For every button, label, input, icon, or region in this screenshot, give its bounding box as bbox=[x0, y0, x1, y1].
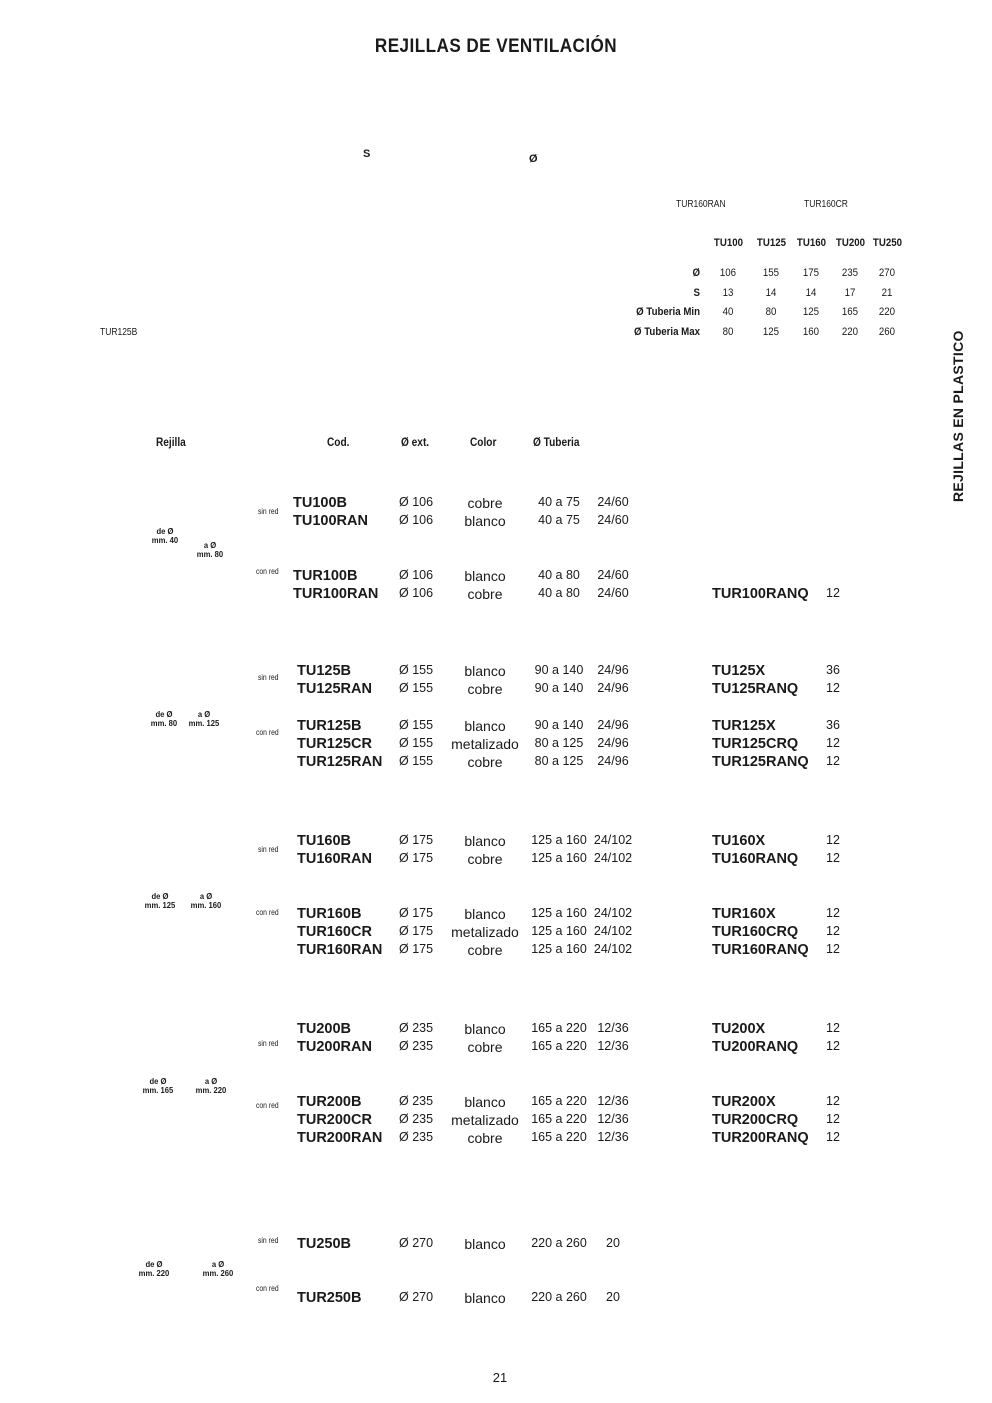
range-from: de Ø mm. 80 bbox=[150, 709, 178, 728]
range-to: a Ø mm. 160 bbox=[190, 891, 222, 910]
product-pack: 24/96 bbox=[597, 663, 629, 677]
product-tuberia: 220 a 260 bbox=[531, 1236, 587, 1250]
product-code: TUR125CR bbox=[297, 736, 372, 752]
product-color: blanco bbox=[464, 906, 506, 922]
sin-red-label: sin red bbox=[258, 1039, 279, 1048]
spec-row-label: S bbox=[693, 287, 700, 299]
spec-cell: 13 bbox=[722, 287, 734, 299]
product-pack: 24/60 bbox=[597, 513, 629, 527]
product-code: TUR100B bbox=[293, 568, 358, 584]
product-pack: 20 bbox=[606, 1236, 620, 1250]
product-ext: Ø 155 bbox=[399, 681, 434, 695]
page-number: 21 bbox=[492, 1370, 508, 1385]
range-from: de Ø mm. 165 bbox=[142, 1076, 174, 1095]
spec-cell: 235 bbox=[841, 267, 859, 279]
product-tuberia: 40 a 80 bbox=[538, 568, 580, 582]
product-alt-code: TU125RANQ bbox=[712, 681, 799, 697]
product-alt-code: TUR200X bbox=[712, 1094, 776, 1110]
product-qty: 36 bbox=[826, 663, 840, 677]
spec-cell: 80 bbox=[722, 326, 734, 338]
product-ext: Ø 106 bbox=[399, 495, 434, 509]
product-tuberia: 165 a 220 bbox=[531, 1112, 587, 1126]
con-red-label: con red bbox=[256, 908, 279, 917]
side-label-text: REJILLAS EN PLASTICO bbox=[950, 330, 966, 502]
diagram-diameter-label: Ø bbox=[529, 153, 538, 165]
product-pack: 24/96 bbox=[597, 736, 629, 750]
product-code: TU200B bbox=[297, 1021, 351, 1037]
product-ext: Ø 175 bbox=[399, 942, 434, 956]
spec-cell: 125 bbox=[762, 326, 780, 338]
sin-red-label: sin red bbox=[258, 845, 279, 854]
product-color: metalizado bbox=[451, 924, 519, 940]
page-title: REJILLAS DE VENTILACIÓN bbox=[374, 36, 618, 57]
product-qty: 12 bbox=[826, 1112, 840, 1126]
product-pack: 24/102 bbox=[593, 833, 633, 847]
product-color: cobre bbox=[467, 942, 503, 958]
product-qty: 12 bbox=[826, 1039, 840, 1053]
product-pack: 24/102 bbox=[593, 924, 633, 938]
product-code: TUR125B bbox=[297, 718, 362, 734]
product-color: blanco bbox=[464, 718, 506, 734]
spec-header: TU100 bbox=[713, 237, 743, 249]
product-alt-code: TU160RANQ bbox=[712, 851, 799, 867]
product-code: TUR160RAN bbox=[297, 942, 383, 958]
product-pack: 12/36 bbox=[597, 1039, 629, 1053]
product-alt-code: TU200RANQ bbox=[712, 1039, 799, 1055]
photo-label-tur160cr: TUR160CR bbox=[804, 199, 848, 210]
product-tuberia: 125 a 160 bbox=[531, 924, 587, 938]
product-alt-code: TUR125X bbox=[712, 718, 776, 734]
sin-red-label: sin red bbox=[258, 673, 279, 682]
photo-label-tur125b: TUR125B bbox=[100, 327, 138, 338]
spec-cell: 155 bbox=[762, 267, 780, 279]
product-code: TU160RAN bbox=[297, 851, 372, 867]
product-tuberia: 90 a 140 bbox=[534, 663, 584, 677]
product-color: cobre bbox=[467, 754, 503, 770]
product-pack: 24/102 bbox=[593, 942, 633, 956]
product-ext: Ø 175 bbox=[399, 833, 434, 847]
product-alt-code: TUR200CRQ bbox=[712, 1112, 799, 1128]
product-tuberia: 90 a 140 bbox=[534, 718, 584, 732]
product-qty: 12 bbox=[826, 736, 840, 750]
product-qty: 12 bbox=[826, 851, 840, 865]
product-color: blanco bbox=[464, 513, 506, 529]
product-code: TUR100RAN bbox=[293, 586, 379, 602]
product-color: blanco bbox=[464, 1236, 506, 1252]
product-color: cobre bbox=[467, 1039, 503, 1055]
product-qty: 12 bbox=[826, 754, 840, 768]
product-qty: 12 bbox=[826, 1021, 840, 1035]
header-tuberia: Ø Tuberia bbox=[533, 437, 580, 449]
product-tuberia: 90 a 140 bbox=[534, 681, 584, 695]
product-code: TU200RAN bbox=[297, 1039, 372, 1055]
product-pack: 24/60 bbox=[597, 568, 629, 582]
product-color: cobre bbox=[467, 681, 503, 697]
product-tuberia: 125 a 160 bbox=[531, 906, 587, 920]
diagram-s-label: S bbox=[363, 148, 371, 160]
product-code: TUR125RAN bbox=[297, 754, 383, 770]
product-color: cobre bbox=[467, 495, 503, 511]
product-alt-code: TU200X bbox=[712, 1021, 766, 1037]
product-code: TUR160CR bbox=[297, 924, 372, 940]
spec-cell: 80 bbox=[765, 306, 777, 318]
sin-red-label: sin red bbox=[258, 507, 279, 516]
product-ext: Ø 155 bbox=[399, 754, 434, 768]
con-red-label: con red bbox=[256, 728, 279, 737]
range-to: a Ø mm. 260 bbox=[202, 1259, 234, 1278]
product-alt-code: TU160X bbox=[712, 833, 766, 849]
product-code: TU125B bbox=[297, 663, 351, 679]
product-ext: Ø 235 bbox=[399, 1021, 434, 1035]
product-ext: Ø 106 bbox=[399, 568, 434, 582]
spec-cell: 125 bbox=[802, 306, 820, 318]
product-code: TUR250B bbox=[297, 1290, 362, 1306]
product-ext: Ø 175 bbox=[399, 851, 434, 865]
product-pack: 24/60 bbox=[597, 495, 629, 509]
product-tuberia: 125 a 160 bbox=[531, 942, 587, 956]
product-alt-code: TUR200RANQ bbox=[712, 1130, 809, 1146]
product-pack: 24/102 bbox=[593, 851, 633, 865]
product-pack: 24/96 bbox=[597, 754, 629, 768]
range-from: de Ø mm. 125 bbox=[144, 891, 176, 910]
product-tuberia: 165 a 220 bbox=[531, 1094, 587, 1108]
spec-cell: 40 bbox=[722, 306, 734, 318]
product-pack: 24/60 bbox=[597, 586, 629, 600]
product-qty: 12 bbox=[826, 906, 840, 920]
product-code: TUR200B bbox=[297, 1094, 362, 1110]
product-code: TU250B bbox=[297, 1236, 351, 1252]
con-red-label: con red bbox=[256, 567, 279, 576]
product-color: metalizado bbox=[451, 736, 519, 752]
spec-cell: 260 bbox=[878, 326, 896, 338]
range-from: de Ø mm. 220 bbox=[138, 1259, 170, 1278]
spec-header: TU160 bbox=[796, 237, 826, 249]
con-red-label: con red bbox=[256, 1101, 279, 1110]
product-qty: 12 bbox=[826, 1094, 840, 1108]
product-alt-code: TUR125CRQ bbox=[712, 736, 799, 752]
spec-row-label: Ø Tuberia Max bbox=[634, 326, 700, 338]
product-qty: 12 bbox=[826, 1130, 840, 1144]
photo-label-tur160ran: TUR160RAN bbox=[676, 199, 726, 210]
spec-header: TU250 bbox=[872, 237, 902, 249]
product-ext: Ø 155 bbox=[399, 736, 434, 750]
header-color: Color bbox=[470, 437, 497, 449]
spec-cell: 14 bbox=[805, 287, 817, 299]
header-ext: Ø ext. bbox=[401, 437, 430, 449]
product-ext: Ø 175 bbox=[399, 906, 434, 920]
product-tuberia: 165 a 220 bbox=[531, 1021, 587, 1035]
spec-cell: 175 bbox=[802, 267, 820, 279]
product-tuberia: 80 a 125 bbox=[534, 754, 584, 768]
product-code: TUR200CR bbox=[297, 1112, 372, 1128]
product-pack: 12/36 bbox=[597, 1094, 629, 1108]
product-qty: 12 bbox=[826, 586, 840, 600]
product-color: cobre bbox=[467, 851, 503, 867]
product-pack: 12/36 bbox=[597, 1112, 629, 1126]
product-pack: 24/102 bbox=[593, 906, 633, 920]
product-ext: Ø 270 bbox=[399, 1290, 434, 1304]
product-ext: Ø 155 bbox=[399, 718, 434, 732]
product-ext: Ø 235 bbox=[399, 1039, 434, 1053]
product-qty: 12 bbox=[826, 924, 840, 938]
spec-cell: 220 bbox=[841, 326, 859, 338]
product-code: TU100B bbox=[293, 495, 347, 511]
product-color: metalizado bbox=[451, 1112, 519, 1128]
product-color: blanco bbox=[464, 1290, 506, 1306]
product-code: TUR200RAN bbox=[297, 1130, 383, 1146]
product-color: blanco bbox=[464, 568, 506, 584]
product-qty: 12 bbox=[826, 681, 840, 695]
product-color: cobre bbox=[467, 586, 503, 602]
product-qty: 12 bbox=[826, 942, 840, 956]
product-tuberia: 165 a 220 bbox=[531, 1130, 587, 1144]
product-alt-code: TUR160X bbox=[712, 906, 776, 922]
product-ext: Ø 235 bbox=[399, 1130, 434, 1144]
product-code: TU100RAN bbox=[293, 513, 368, 529]
header-rejilla: Rejilla bbox=[156, 437, 186, 449]
product-color: cobre bbox=[467, 1130, 503, 1146]
spec-cell: 14 bbox=[765, 287, 777, 299]
product-qty: 36 bbox=[826, 718, 840, 732]
product-pack: 12/36 bbox=[597, 1130, 629, 1144]
product-pack: 20 bbox=[606, 1290, 620, 1304]
spec-row-label: Ø Tuberia Min bbox=[636, 306, 700, 318]
spec-cell: 160 bbox=[802, 326, 820, 338]
spec-cell: 165 bbox=[841, 306, 859, 318]
product-color: blanco bbox=[464, 663, 506, 679]
product-pack: 24/96 bbox=[597, 718, 629, 732]
con-red-label: con red bbox=[256, 1284, 279, 1293]
range-from: de Ø mm. 40 bbox=[151, 526, 179, 545]
product-alt-code: TUR100RANQ bbox=[712, 586, 809, 602]
product-ext: Ø 235 bbox=[399, 1094, 434, 1108]
range-to: a Ø mm. 125 bbox=[188, 709, 220, 728]
spec-row-label: Ø bbox=[692, 267, 700, 279]
product-color: blanco bbox=[464, 1021, 506, 1037]
product-tuberia: 80 a 125 bbox=[534, 736, 584, 750]
header-cod: Cod. bbox=[327, 437, 350, 449]
spec-cell: 270 bbox=[878, 267, 896, 279]
product-color: blanco bbox=[464, 833, 506, 849]
sin-red-label: sin red bbox=[258, 1236, 279, 1245]
product-tuberia: 165 a 220 bbox=[531, 1039, 587, 1053]
product-ext: Ø 270 bbox=[399, 1236, 434, 1250]
product-ext: Ø 106 bbox=[399, 513, 434, 527]
product-pack: 12/36 bbox=[597, 1021, 629, 1035]
product-code: TU125RAN bbox=[297, 681, 372, 697]
product-ext: Ø 106 bbox=[399, 586, 434, 600]
product-alt-code: TU125X bbox=[712, 663, 766, 679]
spec-cell: 220 bbox=[878, 306, 896, 318]
product-tuberia: 125 a 160 bbox=[531, 833, 587, 847]
spec-cell: 106 bbox=[719, 267, 737, 279]
product-ext: Ø 175 bbox=[399, 924, 434, 938]
product-color: blanco bbox=[464, 1094, 506, 1110]
product-qty: 12 bbox=[826, 833, 840, 847]
spec-header: TU125 bbox=[756, 237, 786, 249]
product-tuberia: 40 a 80 bbox=[538, 586, 580, 600]
product-alt-code: TUR160CRQ bbox=[712, 924, 799, 940]
product-ext: Ø 155 bbox=[399, 663, 434, 677]
side-label bbox=[950, 330, 970, 502]
product-alt-code: TUR160RANQ bbox=[712, 942, 809, 958]
product-tuberia: 125 a 160 bbox=[531, 851, 587, 865]
product-tuberia: 220 a 260 bbox=[531, 1290, 587, 1304]
product-tuberia: 40 a 75 bbox=[538, 495, 580, 509]
range-to: a Ø mm. 220 bbox=[195, 1076, 227, 1095]
product-code: TU160B bbox=[297, 833, 351, 849]
spec-header: TU200 bbox=[835, 237, 865, 249]
range-to: a Ø mm. 80 bbox=[196, 540, 224, 559]
product-alt-code: TUR125RANQ bbox=[712, 754, 809, 770]
product-ext: Ø 235 bbox=[399, 1112, 434, 1126]
product-pack: 24/96 bbox=[597, 681, 629, 695]
spec-cell: 21 bbox=[881, 287, 893, 299]
product-tuberia: 40 a 75 bbox=[538, 513, 580, 527]
product-code: TUR160B bbox=[297, 906, 362, 922]
spec-cell: 17 bbox=[844, 287, 856, 299]
